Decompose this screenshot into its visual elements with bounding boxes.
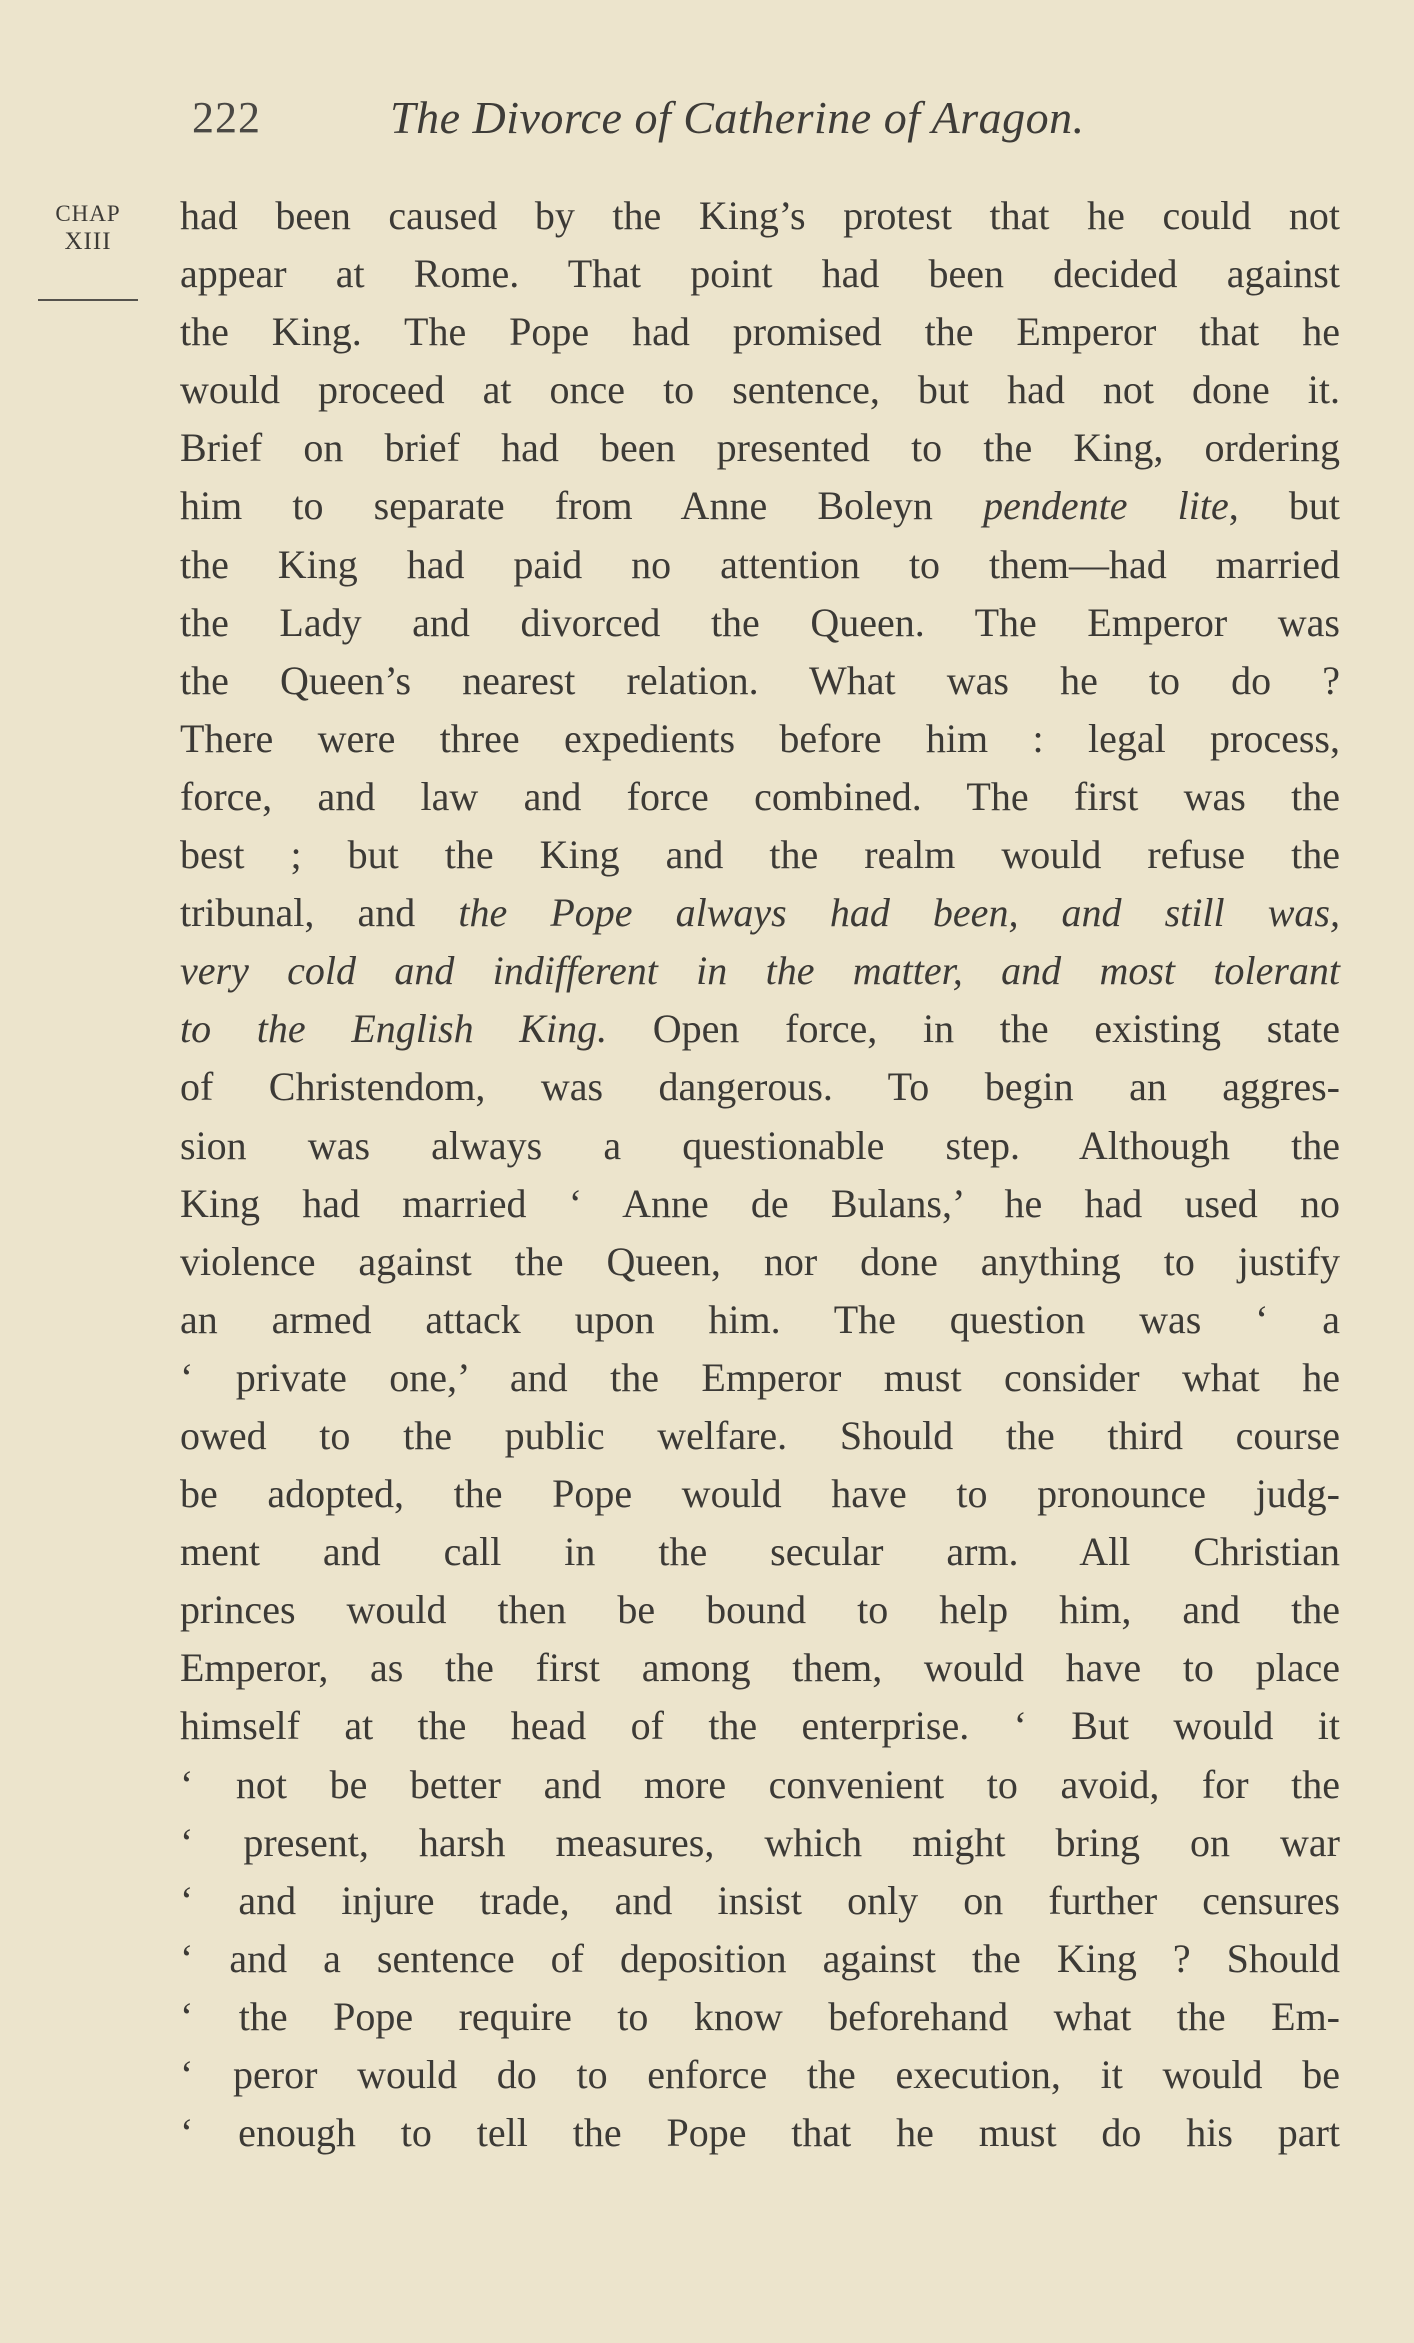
- text-segment: the Queen’s nearest relation. What was he to do ?: [180, 657, 1340, 703]
- italic-segment: very cold and indifferent in the matter, and most tolerant: [180, 948, 1340, 994]
- text-segment: violence against the Queen, nor done anything to justify: [180, 1238, 1340, 1284]
- text-segment: ‘ peror would do to enforce the execution, it would be: [180, 2052, 1340, 2097]
- text-segment: ‘ and injure trade, and insist only on further censures: [180, 1877, 1340, 1923]
- text-line: [180, 1581, 1340, 1639]
- text-segment: tribunal, and: [180, 890, 459, 936]
- text-line: [180, 1814, 1340, 1872]
- text-segment: ‘ enough to tell the Pope that he must do his part: [180, 2110, 1340, 2156]
- chapter-marker: [38, 200, 138, 256]
- text-line: [180, 303, 1340, 361]
- text-line: [180, 361, 1340, 419]
- text-line: [180, 1058, 1340, 1116]
- text-segment: owed to the public welfare. Should the third course: [180, 1412, 1340, 1458]
- text-line: [180, 1523, 1340, 1581]
- text-line: [180, 1930, 1340, 1988]
- text-line: [180, 594, 1340, 652]
- text-segment: King had married ‘ Anne de Bulans,’ he had used no: [180, 1180, 1340, 1226]
- text-segment: Brief on brief had been presented to the King, ordering: [180, 425, 1340, 471]
- text-line: [180, 1175, 1340, 1233]
- text-line: [180, 768, 1340, 826]
- text-line: [180, 1407, 1340, 1465]
- text-segment: ‘ and a sentence of deposition against the King ? Should: [180, 1935, 1340, 1981]
- text-segment: the King had paid no attention to them—had married: [180, 541, 1340, 587]
- text-segment: , but: [1228, 483, 1340, 529]
- text-line: [180, 1872, 1340, 1930]
- italic-segment: the Pope always had been, and still was,: [458, 890, 1340, 936]
- text-line: [180, 1233, 1340, 1291]
- text-segment: the Lady and divorced the Queen. The Emperor was: [180, 599, 1340, 645]
- text-segment: ‘ not be better and more convenient to avoid, for the: [180, 1761, 1340, 1807]
- text-segment: ‘ present, harsh measures, which might bring on war: [180, 1819, 1340, 1865]
- text-line: [180, 884, 1340, 942]
- text-segment: ‘ the Pope require to know beforehand what the Em-: [180, 1993, 1340, 2039]
- text-segment: appear at Rome. That point had been decided against: [180, 251, 1340, 297]
- text-segment: force, and law and force combined. The first was the: [180, 773, 1340, 819]
- text-line: [180, 652, 1340, 710]
- text-line: [180, 826, 1340, 884]
- text-line: [180, 1697, 1340, 1755]
- text-line: [180, 1000, 1340, 1058]
- chapter-rule: [38, 299, 138, 301]
- text-line: [180, 2104, 1340, 2162]
- chapter-label: CHAP: [55, 201, 121, 226]
- text-line: [180, 1465, 1340, 1523]
- text-line: [180, 1349, 1340, 1407]
- text-line: [180, 710, 1340, 768]
- text-segment: Open force, in the existing state: [607, 1006, 1341, 1052]
- text-line: [180, 1117, 1340, 1175]
- text-line: [180, 1639, 1340, 1697]
- text-segment: would proceed at once to sentence, but had not done it.: [180, 367, 1340, 413]
- text-line: [180, 1756, 1340, 1814]
- text-line: [180, 536, 1340, 594]
- text-line: [180, 1988, 1340, 2046]
- text-line: [180, 245, 1340, 303]
- text-segment: himself at the head of the enterprise. ‘ But would it: [180, 1703, 1340, 1749]
- text-segment: sion was always a questionable step. Although the: [180, 1122, 1340, 1168]
- text-segment: Emperor, as the first among them, would have to place: [180, 1645, 1340, 1691]
- italic-segment: pendente lite: [983, 483, 1229, 529]
- text-segment: ment and call in the secular arm. All Christian: [180, 1529, 1340, 1575]
- text-line: [180, 419, 1340, 477]
- text-segment: an armed attack upon him. The question was ‘ a: [180, 1296, 1340, 1342]
- text-line: [180, 2046, 1340, 2104]
- text-line: [180, 942, 1340, 1000]
- text-segment: There were three expedients before him : legal process,: [180, 715, 1340, 761]
- text-segment: the King. The Pope had promised the Emperor that he: [180, 309, 1340, 355]
- text-line: [180, 477, 1340, 535]
- text-segment: princes would then be bound to help him, and the: [180, 1587, 1340, 1633]
- text-segment: of Christendom, was dangerous. To begin an aggres-: [180, 1064, 1340, 1110]
- page-header: [180, 88, 1190, 148]
- text-segment: him to separate from Anne Boleyn: [180, 483, 984, 529]
- page-number: 222: [192, 93, 261, 142]
- italic-segment: to the English King.: [180, 1006, 608, 1052]
- chapter-number: XIII: [64, 228, 112, 255]
- text-line: [180, 187, 1340, 245]
- text-segment: had been caused by the King’s protest that he could not: [180, 193, 1340, 238]
- text-segment: best ; but the King and the realm would refuse the: [180, 832, 1340, 878]
- text-line: [180, 1291, 1340, 1349]
- text-segment: be adopted, the Pope would have to pronounce judg-: [180, 1471, 1340, 1517]
- running-title: The Divorce of Catherine of Aragon.: [390, 92, 1085, 143]
- body-text: [180, 187, 1340, 2162]
- text-segment: ‘ private one,’ and the Emperor must consider what he: [180, 1354, 1340, 1400]
